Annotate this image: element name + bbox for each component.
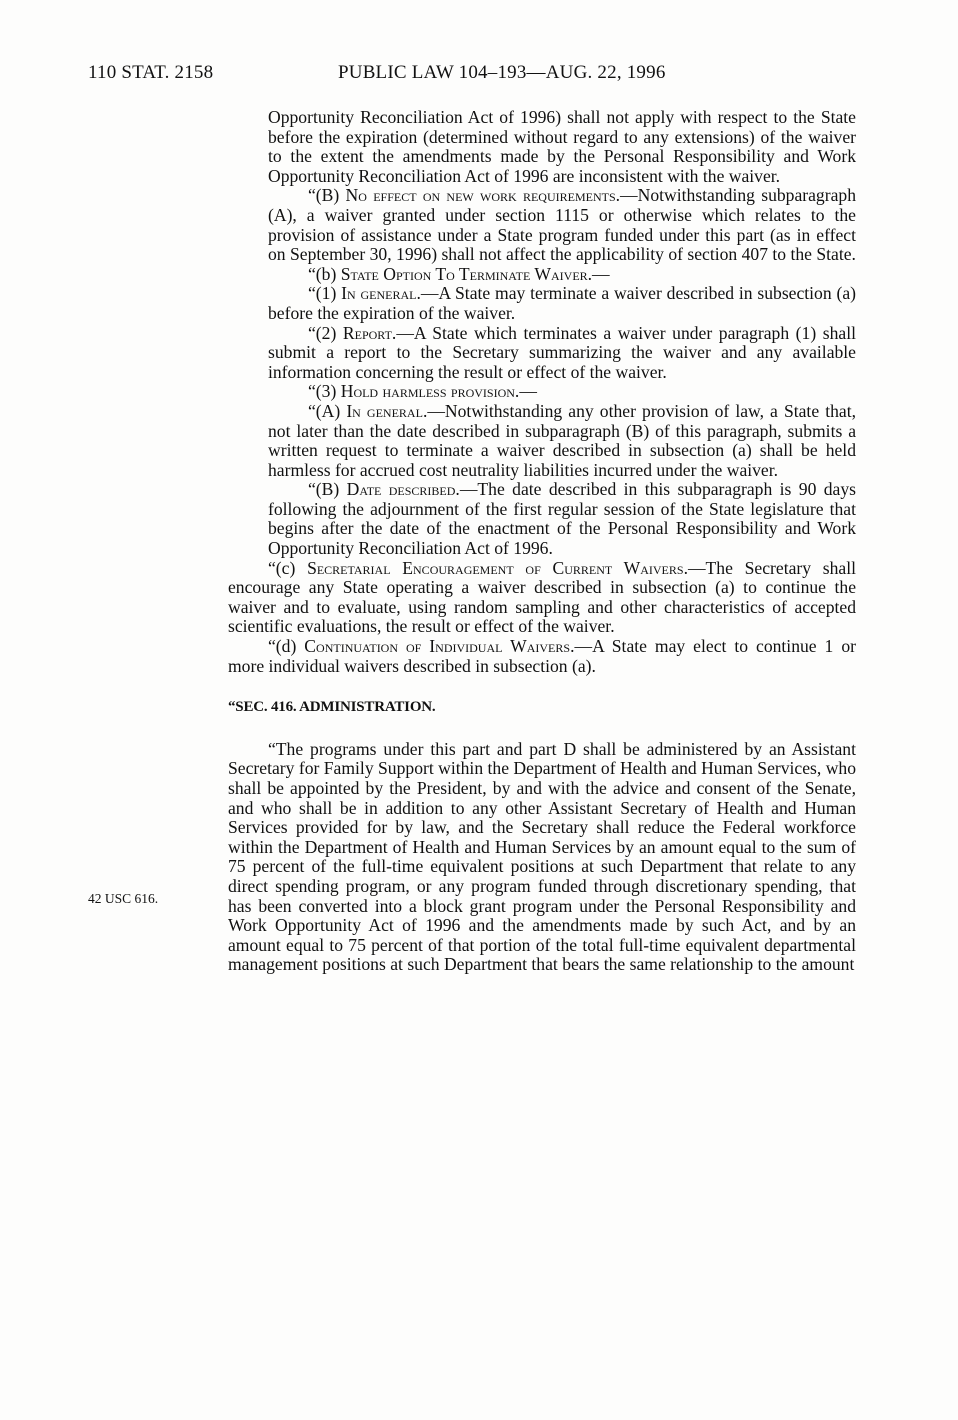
margin-citation: 42 USC 616. xyxy=(88,891,159,906)
para-heading: Secretarial Encouragement of Current Waivers xyxy=(307,557,684,578)
para-text: .—A State may terminate a waiver described in subsection (a) before the expiration of the waiver. xyxy=(268,283,856,323)
subsection-d-continuation xyxy=(228,637,856,676)
para-open: “(A) xyxy=(308,400,347,421)
paragraph-3-hold-harmless xyxy=(228,382,856,402)
subsection-b-heading xyxy=(228,265,856,285)
document-body xyxy=(228,108,856,975)
para-heading: Report xyxy=(342,322,392,343)
paragraph-B-no-effect xyxy=(228,186,856,264)
para-open: “(3) xyxy=(308,381,341,402)
para-open: “(2) xyxy=(308,322,343,343)
subsection-c-encouragement xyxy=(228,559,856,637)
para-text: .— xyxy=(587,263,610,284)
page-header xyxy=(88,62,808,88)
para-open: “(d) xyxy=(268,636,305,657)
para-text: .—A State which terminates a waiver under paragraph (1) shall submit a report to the Secretary summarizing the waiver and any available information concerning the result or effect of the waiver. xyxy=(268,322,856,382)
statute-page-number: 110 STAT. 2158 xyxy=(88,62,214,83)
para-heading: In general xyxy=(346,400,423,421)
subparagraph-B-date-described xyxy=(228,480,856,558)
para-heading: In general xyxy=(341,283,417,304)
para-text: .—The Secretary shall encourage any State operating a waiver described in subsection (a) to continue the waiver and to evaluate, using random sampling and other characteristics of accepted scientific evaluations, the result or effect of the waiver. xyxy=(228,557,857,637)
para-heading: Date described xyxy=(346,479,456,500)
section-heading: “SEC. 416. ADMINISTRATION. xyxy=(228,699,436,716)
paragraph-2-report xyxy=(228,324,856,383)
para-heading: Continuation of Individual Waivers xyxy=(304,636,571,657)
para-text: .— xyxy=(514,381,537,402)
paragraph-1-in-general xyxy=(228,284,856,323)
para-text: .—Notwithstanding any other provision of law, a State that, not later than the date described in subparagraph (B) of this paragraph, submits a written request to terminate a waiver described in subsection (a) shall be held harmless for accrued cost neutrality liabilities incurred under the waiver. xyxy=(268,400,856,480)
para-heading: Hold harmless provision xyxy=(340,381,515,402)
para-open: “(B) xyxy=(308,185,346,206)
para-open: “(1) xyxy=(308,283,342,304)
para-open: “(c) xyxy=(268,557,308,578)
para-open: “(B) xyxy=(308,479,347,500)
para-open: “(b) xyxy=(308,263,341,284)
public-law-citation: PUBLIC LAW 104–193—AUG. 22, 1996 xyxy=(338,62,666,83)
section-416-body: “The programs under this part and part D shall be administered by an Assistant Secretary for Family Support within the Department of Health and Human Services, who shall be appointed by the President, by and with the advice and consent of the Senate, and who shall be in addition to any other Assistant Secretary of Health and Human Services provided for by law, and the Secretary shall reduce the Federal workforce within the Department of Health and Human Services by an amount equal to the sum of 75 percent of the full-time equivalent positions at such Department that relate to any direct spending program, or any program funded through discretionary spending, that has been converted into a block grant program under the Personal Responsibility and Work Opportunity Act of 1996 and the amendments made by such Act, and by an amount equal to 75 percent of that portion of the total full-time equivalent departmental management positions at such Department that bears the same relationship to the amount xyxy=(228,738,856,975)
paragraph-continuation: Opportunity Reconciliation Act of 1996) shall not apply with respect to the State before the expiration (determined without regard to any extensions) of the waiver to the extent the amendments made by the Personal Responsibility and Work Opportunity Reconciliation Act of 1996 are inconsistent with the waiver. xyxy=(268,107,856,186)
subparagraph-A-in-general xyxy=(228,402,856,480)
para-text: .—The date described in this subparagraph is 90 days following the adjournment of the first regular session of the State legislature that begins after the date of the enactment of the Personal Responsibility and Work Opportunity Reconciliation Act of 1996. xyxy=(268,479,856,559)
para-text: .—Notwithstanding subparagraph (A), a waiver granted under section 1115 or otherwise which relates to the provision of assistance under a State program funded under this part (as in effect on September 30, 1996) shall not affect the applicability of section 407 to the State. xyxy=(268,185,856,265)
para-text: .—A State may elect to continue 1 or more individual waivers described in subsection (a). xyxy=(228,636,856,676)
para-heading: State Option To Terminate Waiver xyxy=(340,263,588,284)
para-heading: No effect on new work requirements xyxy=(345,185,616,206)
